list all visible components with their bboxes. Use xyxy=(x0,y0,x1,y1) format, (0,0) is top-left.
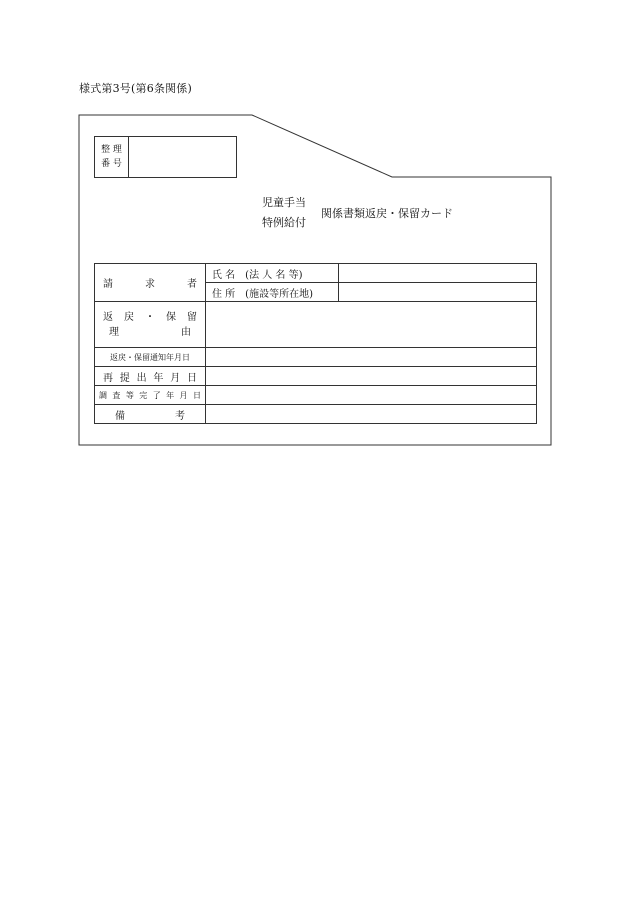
survey-date-field[interactable] xyxy=(206,386,537,405)
seiri-label-line2: 番 号 xyxy=(101,159,122,169)
seiri-bango-label xyxy=(95,137,129,177)
remarks-label: 備 考 xyxy=(95,405,206,424)
card-title xyxy=(262,194,502,234)
reason-label-line2: 理 由 xyxy=(109,326,191,338)
seikyusha-label: 請 求 者 xyxy=(95,264,206,302)
resubmit-date-label: 再 提 出 年 月 日 xyxy=(95,367,206,386)
notice-date-field[interactable] xyxy=(206,348,537,367)
jusho-field[interactable] xyxy=(339,283,537,302)
form-number: 様式第3号(第6条関係) xyxy=(79,82,192,95)
title-line2: 特例給付 xyxy=(262,216,306,229)
notice-date-label: 返戻・保留通知年月日 xyxy=(95,348,206,367)
title-line1: 児童手当 xyxy=(262,196,306,209)
shimei-field[interactable] xyxy=(339,264,537,283)
seiri-label-line1: 整 理 xyxy=(101,145,122,155)
survey-date-label: 調 査 等 完 了 年 月 日 xyxy=(95,386,206,405)
reason-label-line1: 返 戻 ・ 保 留 xyxy=(103,311,197,323)
resubmit-date-field[interactable] xyxy=(206,367,537,386)
title-main: 関係書類返戻・保留カード xyxy=(321,207,453,220)
seiri-bango-field[interactable] xyxy=(129,137,236,177)
form-table xyxy=(94,263,537,424)
jusho-label: 住 所 (施設等所在地) xyxy=(206,283,339,302)
reason-label xyxy=(95,302,206,348)
shimei-label: 氏 名 (法 人 名 等) xyxy=(206,264,339,283)
remarks-field[interactable] xyxy=(206,405,537,424)
reason-field[interactable] xyxy=(206,302,537,348)
seiri-bango-box xyxy=(94,136,237,178)
